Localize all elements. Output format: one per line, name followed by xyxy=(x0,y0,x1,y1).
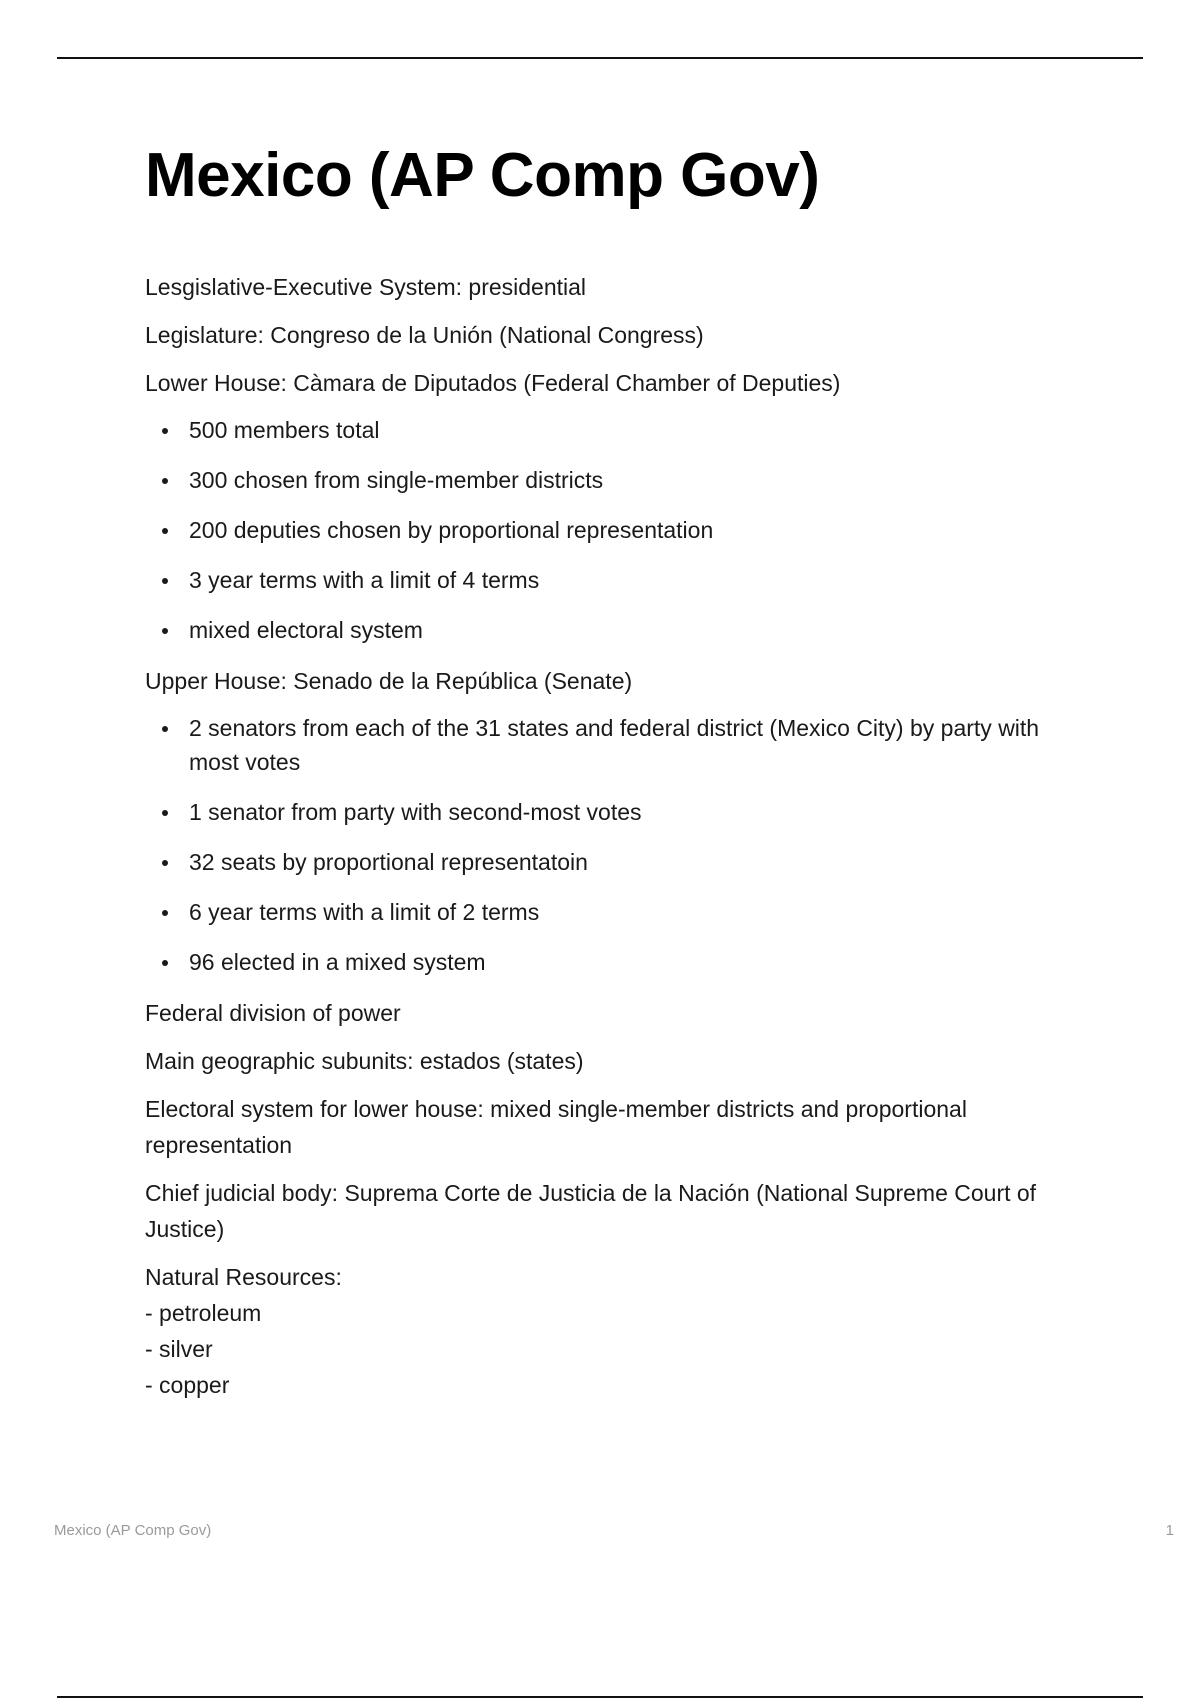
resource-item: - silver xyxy=(145,1336,213,1363)
subunits-line: Main geographic subunits: estados (states) xyxy=(145,1048,584,1075)
page-title: Mexico (AP Comp Gov) xyxy=(145,141,820,210)
list-item: 500 members total xyxy=(189,413,1095,447)
lower-house-heading: Lower House: Càmara de Diputados (Federal Chamber of Deputies) xyxy=(145,370,841,397)
judicial-body-line: Chief judicial body: Suprema Corte de Justicia de la Nación (National Supreme Court of Justice) xyxy=(145,1180,1037,1243)
division-of-power-line: Federal division of power xyxy=(145,1000,401,1027)
electoral-system-line: Electoral system for lower house: mixed single-member districts and proportional representation xyxy=(145,1096,967,1159)
list-item: 200 deputies chosen by proportional representation xyxy=(189,513,1095,547)
resources-heading: Natural Resources: xyxy=(145,1264,342,1291)
lower-house-list xyxy=(145,413,1095,647)
footer-page-number: 1 xyxy=(1165,1522,1174,1539)
resource-item: - copper xyxy=(145,1372,230,1399)
system-line: Lesgislative-Executive System: presidential xyxy=(145,274,587,301)
list-item: mixed electoral system xyxy=(189,613,1095,647)
list-item: 32 seats by proportional representatoin xyxy=(189,845,1095,879)
list-item: 96 elected in a mixed system xyxy=(189,945,1095,979)
top-divider xyxy=(57,57,1143,59)
upper-house-list xyxy=(145,711,1095,979)
footer-doc-title: Mexico (AP Comp Gov) xyxy=(54,1522,212,1539)
list-item: 3 year terms with a limit of 4 terms xyxy=(189,563,1095,597)
list-item: 6 year terms with a limit of 2 terms xyxy=(189,895,1095,929)
legislature-line: Legislature: Congreso de la Unión (National Congress) xyxy=(145,322,704,349)
list-item: 1 senator from party with second-most votes xyxy=(189,795,1095,829)
upper-house-heading: Upper House: Senado de la República (Senate) xyxy=(145,668,633,695)
resource-item: - petroleum xyxy=(145,1300,262,1327)
list-item: 300 chosen from single-member districts xyxy=(189,463,1095,497)
list-item: 2 senators from each of the 31 states and federal district (Mexico City) by party with most votes xyxy=(189,711,1095,779)
document-body xyxy=(145,140,1095,1403)
bottom-divider xyxy=(57,1696,1143,1698)
natural-resources-block xyxy=(145,1259,1095,1403)
